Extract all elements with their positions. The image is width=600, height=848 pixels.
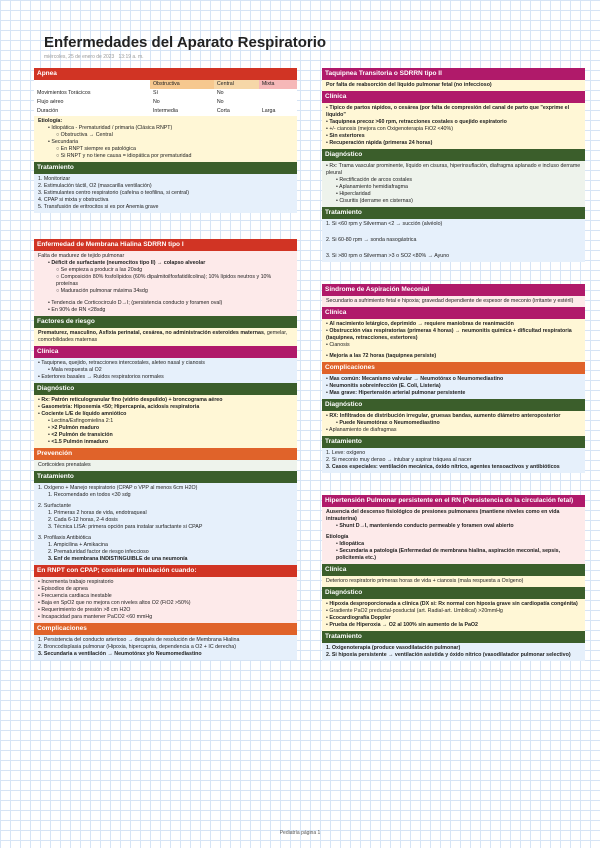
meconio-section: Síndrome de Aspiración Meconial Secundario a sufrimiento fetal e hipoxia; gravedad dependiente de espesor de meconio (irritante y estéril) Clínica • Al nacimiento letárgico, deprimido → requiere maniobras de reanimación • Obstrucción vías respiratorias (primeras 4 horas) → neumonitis química + dificultad respiratoria (taquipnea, retracciones, estertores) • Cianosis • Mejoría a las 72 horas (taquipnea persiste) Complicaciones • Mas común: Mecanismo valvular → Neumotórax o Neumomediastino • Neumonitis sobreinfección (E. Coli, Listeria) • Mas grave: Hipertensión arterial pulmonar persistente Diagnóstico • RX: Infiltrados de distribución irregular, gruesas bandas, aumento diámetro anteroposterior • Puede Neumotórax o Neumomediastino • Aplanamiento de diafragmas Tratamiento 1. Leve: oxígeno 2. Si meconio muy denso → intubar y aspirar tráquea al nacer 3. Casos especiales: ventilación mecánica, óxido nítrico, agentes tensoactivos y antibióticos <box>322 284 585 473</box>
page-title: Enfermedades del Aparato Respiratorio <box>44 34 327 51</box>
section-header: Apnea <box>34 68 297 80</box>
page-date: miércoles, 25 de enero de 2023 13:19 a. m. <box>44 54 144 60</box>
hpp-section: Hipertensión Pulmonar persistente en el RN (Persistencia de la circulación fetal) Ausencia del descenso fisiológico de presiones pulmonares (mantiene niveles como en vida intrauterina) • Shunt D→I, manteniendo conducto permeable y foramen oval abierto Etiología • Idiopática • Secundaria a patología (Enfermedad de membrana hialina, aspiración meconial, sepsis, policitemia etc.) Clínica Deterioro respiratorio primeras horas de vida + cianosis (mala respuesta a Oxígeno) Diagnóstico • Hipoxia desproporcionada a clínica (DX si: Rx normal con hipoxia grave sin cardiopatía congénita) • Gradiente PaO2 preductal-posductal (art. Radial-art. Umbilical) >20mmHg • Ecocardiografía Doppler • Prueba de Hiperoxia → O2 al 100% sin aumento de la PaO2 Tratamiento 1. Oxigenoterapia (produce vasodilatación pulmonar) 2. Si hipoxia persistente → ventilación asistida y óxido nítrico (vasodilatador pulmonar selectivo) <box>322 495 585 661</box>
page-footer: Pediatría página 1 <box>279 830 321 836</box>
emh-section: Enfermedad de Membrana Hialina SDRRN tipo I Falta de madurez de tejido pulmonar • Déficit de surfactante (neumocitos tipo II) → colapso alveolar ○ Se empieza a producir a las 20sdg ○ Composición 80% fosfolípidos (60% dipalmitoilfosfatidilcolina); 10% lípidos neutros y 10% proteínas ○ Maduración pulmonar máxima 34sdg • Tendencia de Corticocirculo D→I; (persistencia conducto y foramen oval) • En 90% de RN <28sdg Factores de riesgo Prematurez, masculino, Asfixia perinatal, cesárea, no administración esteroides maternas, gemelar, comorbilidades maternas Clínica • Taquipnea, quejido, retracciones intercostales, aleteo nasal y cianosis • Mala respuesta al O2 • Estertores basales → Ruidos respiratorios normales Diagnóstico • Rx: Patrón reticulogranular fino (vidrio despulido) + broncograma aéreo • Gasometría: Hipoxemia <50; Hipercapnia, acidosis respiratoria • Cociente L/E de líquido amniótico • Lectina/Esfingomielina 2:1 • >2 Pulmón maduro • <2 Pulmón de transición • <1.5 Pulmón inmaduro Prevención Corticoides prenatales Tratamiento 1. Oxígeno + Manejo respiratorio (CPAP o VPP al menos 6cm H2O) 1. Recomendado en todos <30 sdg 2. Surfactante 1. Primeras 2 horas de vida, endotraqueal 2. Cada 6-12 horas, 2-4 dosis 3. Técnica LISA: primera opción para instalar surfactante si CPAP 3. Profilaxis Antibiótica 1. Ampicilina + Amikacina 2. Prematuridad factor de riesgo infeccioso 3. Enf de membrana INDISTINGUIBLE de una neumonía En RNPT con CPAP; considerar Intubación cuando: • Incrementa trabajo respiratorio • Episodios de apnea • Frecuencia cardiaca inestable • Baja en SpO2 que no mejora con niveles altos O2 (FiO2 >50%) • Requerimiento de presión >8 cm H2O • Incapacidad para mantener PaCO2 <60 mmHg Complicaciones 1. Persistencia del conducto arterioso → después de resolución de Membrana Hialina 2. Broncodisplasia pulmonar (Hipoxia, hipercapnia, dependencia a O2 + IC derecha) 3. Secundaria a ventilación → Neumotórax y/o Neumomediastino <box>34 239 297 660</box>
apnea-section: Apnea Obstructiva Central Mixta Movimientos Torácicos Sí No Flujo aéreo No No Duración Intermedia Corta Larga Etiología: • Idiopática - Prematuridad / primaria (Clásica RNPT) ○ Obstructiva → Central • Secundaria ○ En RNPT siempre es patológica ○ Si RNPT y no tiene causa = idiopática por prematuridad Tratamiento 1. Monitorizar 2. Estimulación táctil, O2 (mascarilla ventilación) 3. Estimulantes centro respiratorio (cafeína o teofilina, si central) 4. CPAP si mixta y obstructiva 5. Transfusión de eritrocitos si es por Anemia grave <box>34 68 297 213</box>
apnea-treatment: 1. Monitorizar 2. Estimulación táctil, O2 (mascarilla ventilación) 3. Estimulantes centro respiratorio (cafeína o teofilina, si central) 4. CPAP si mixta y obstructiva 5. Transfusión de eritrocitos si es por Anemia grave <box>34 174 297 213</box>
apnea-etiology: Etiología: • Idiopática - Prematuridad / primaria (Clásica RNPT) ○ Obstructiva → Central • Secundaria ○ En RNPT siempre es patológica ○ Si RNPT y no tiene causa = idiopática por prematuridad <box>34 116 297 162</box>
apnea-table: Obstructiva Central Mixta Movimientos Torácicos Sí No Flujo aéreo No No Duración Intermedia Corta Larga <box>34 80 297 116</box>
right-column <box>322 68 585 661</box>
ttrn-section: Taquipnea Transitoria o SDRRN tipo II Por falta de reabsorción del líquido pulmonar fetal (no infeccioso) Clínica • Típico de partos rápidos, o cesárea (por falta de compresión del canal de parto que "exprime el líquido" • Taquipnea precoz >60 rpm, retracciones costales o quejido espiratorio • +/- cianosis (mejora con Oxigenoterapia FiO2 <40%) • Sin estertores • Recuperación rápida (primeras 24 horas) Diagnóstico • Rx: Trama vascular prominente, líquido en cisuras, hiperinsuflación, diafragma aplanado e incluso derrame pleural • Rectificación de arcos costales • Aplanamiento hemidiafragma • Hiperclaridad • Cisuritis (derrame en cisternas) Tratamiento 1. Si <60 rpm y Silverman <2 → succión (alvéolo) 2. Si 60-80 rpm → sonda nasogástrica 3. Si >80 rpm o Silverman >3 o SO2 <80% → Ayuno <box>322 68 585 262</box>
left-column <box>34 68 297 660</box>
